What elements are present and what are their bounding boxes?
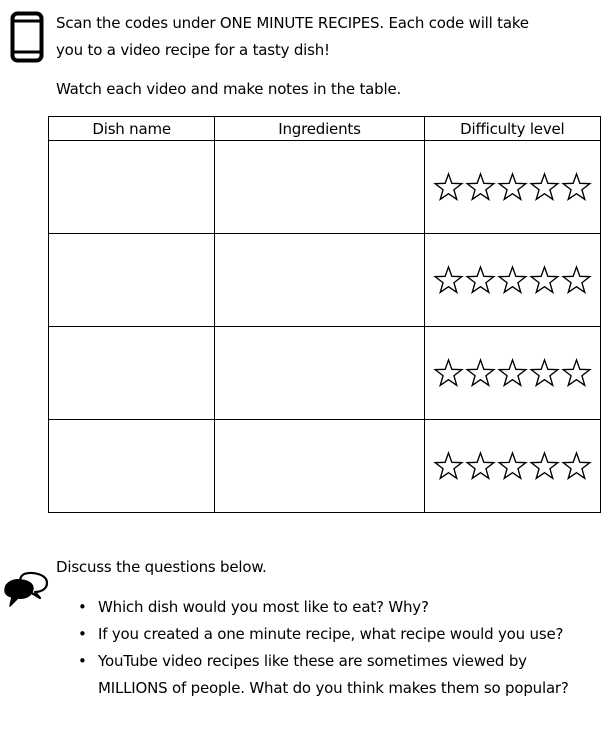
star-outline-icon[interactable] [465,358,496,389]
star-outline-icon[interactable] [433,358,464,389]
intro-instruction: Watch each video and make notes in the table. [56,80,402,98]
star-outline-icon[interactable] [529,358,560,389]
star-outline-icon[interactable] [433,451,464,482]
difficulty-cell [424,327,600,420]
star-outline-icon[interactable] [465,451,496,482]
star-outline-icon[interactable] [561,451,592,482]
star-outline-icon[interactable] [529,451,560,482]
star-outline-icon[interactable] [561,358,592,389]
dish-name-cell[interactable] [49,234,215,327]
speech-bubbles-icon [2,570,50,612]
star-outline-icon[interactable] [465,172,496,203]
difficulty-cell [424,420,600,513]
intro-line-1: Scan the codes under ONE MINUTE RECIPES. Each code will take [56,14,529,32]
difficulty-rating [425,234,600,326]
table-row [49,234,601,327]
difficulty-rating [425,141,600,233]
dish-name-cell[interactable] [49,141,215,234]
difficulty-rating [425,420,600,512]
star-outline-icon[interactable] [497,265,528,296]
ingredients-cell[interactable] [215,420,424,513]
star-outline-icon[interactable] [497,451,528,482]
dish-name-cell[interactable] [49,327,215,420]
ingredients-cell[interactable] [215,234,424,327]
header-dish-name: Dish name [49,117,215,141]
question-item: • If you created a one minute recipe, what recipe would you use? [76,621,596,648]
table-header-row [49,117,601,141]
star-outline-icon[interactable] [497,172,528,203]
dish-name-cell[interactable] [49,420,215,513]
header-difficulty-level: Difficulty level [424,117,600,141]
star-outline-icon[interactable] [561,265,592,296]
difficulty-rating [425,327,600,419]
ingredients-cell[interactable] [215,327,424,420]
question-item: • Which dish would you most like to eat? Why? [76,594,596,621]
star-outline-icon[interactable] [529,172,560,203]
table-row [49,141,601,234]
star-outline-icon[interactable] [497,358,528,389]
phone-icon [10,11,44,63]
star-outline-icon[interactable] [433,265,464,296]
table-row [49,420,601,513]
star-outline-icon[interactable] [529,265,560,296]
star-outline-icon[interactable] [433,172,464,203]
ingredients-cell[interactable] [215,141,424,234]
difficulty-cell [424,141,600,234]
star-outline-icon[interactable] [465,265,496,296]
intro-line-2: you to a video recipe for a tasty dish! [56,41,330,59]
table-row [49,327,601,420]
discussion-questions [76,594,596,702]
header-ingredients: Ingredients [215,117,424,141]
discussion-heading: Discuss the questions below. [56,558,267,576]
question-item: • YouTube video recipes like these are sometimes viewed by MILLIONS of people. What do you think makes them so popular? [76,648,596,702]
star-outline-icon[interactable] [561,172,592,203]
recipe-notes-table [48,116,601,513]
difficulty-cell [424,234,600,327]
